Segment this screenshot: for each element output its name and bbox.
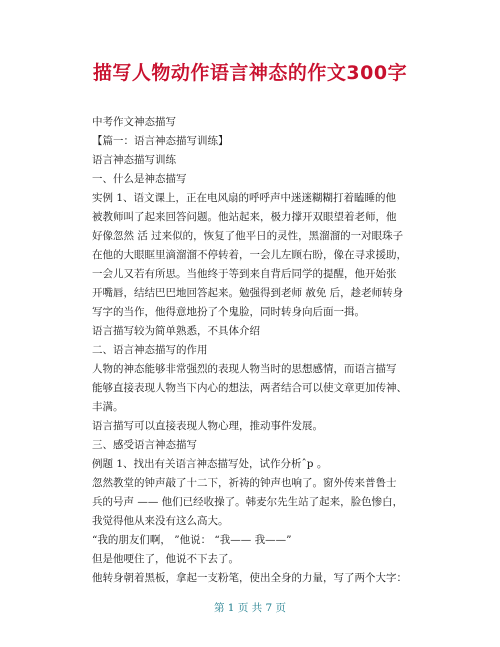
text-line: “我的朋友们啊， ”他说： “我—— 我——” bbox=[92, 534, 292, 546]
text-line: 三、感受语言神态描写 bbox=[92, 439, 197, 451]
body-text bbox=[92, 113, 407, 588]
text-line: 写字的当作，他得意地扮了个鬼脸，同时转身向后面一揖。 bbox=[92, 306, 365, 318]
text-line: 他转身朝着黑板，拿起一支粉笔，使出全身的力量，写了两个大字： bbox=[92, 572, 407, 584]
text-line: 在他的大眼眶里滴溜溜不停转着，一会儿左顾右盼，像在寻求援助， bbox=[92, 249, 407, 261]
text-line: 一会儿又若有所思。当他终于等到来自背后同学的提醒，他开始张 bbox=[92, 268, 397, 280]
text-line: 我觉得他从来没有这么高大。 bbox=[92, 515, 229, 527]
text-line: 例题 1、找出有关语言神态描写处，试作分析ˆp 。 bbox=[92, 458, 328, 470]
text-line: 【篇一：语言神态描写训练】 bbox=[92, 135, 229, 147]
text-line: 兵的号声 —— 他们已经收操了。韩麦尔先生站了起来，脸色惨白， bbox=[92, 496, 404, 508]
text-line: 被教师叫了起来回答问题。他站起来，极力撑开双眼望着老师，他 bbox=[92, 211, 397, 223]
text-line: 实例 1、语文课上，正在电风扇的呼呼声中迷迷糊糊打着瞌睡的他 bbox=[92, 192, 397, 204]
text-line: 二、语言神态描写的作用 bbox=[92, 344, 208, 356]
text-line: 好像忽然 活 过来似的，恢复了他平日的灵性，黑溜溜的一对眼珠子 bbox=[92, 230, 404, 242]
text-line: 开嘴唇，结结巴巴地回答起来。勉强得到老师 赦免 后，趁老师转身 bbox=[92, 287, 404, 299]
text-line: 语言描写较为简单熟悉，不具体介绍 bbox=[92, 325, 260, 337]
text-line: 人物的神态能够非常强烈的表现人物当时的思想感情，而语言描写 bbox=[92, 363, 397, 375]
page-title: 描写人物动作语言神态的作文300字 bbox=[92, 62, 408, 84]
text-line: 丰满。 bbox=[92, 401, 124, 413]
text-line: 但是他哽住了，他说不下去了。 bbox=[92, 553, 239, 565]
text-line: 一、什么是神态描写 bbox=[92, 173, 187, 185]
text-line: 能够直接表现人物当下内心的想法，两者结合可以使文章更加传神、 bbox=[92, 382, 407, 394]
page-number-footer: 第 1 页 共 7 页 bbox=[213, 602, 287, 614]
text-line: 语言神态描写训练 bbox=[92, 154, 176, 166]
text-line: 语言描写可以直接表现人物心理，推动事件发展。 bbox=[92, 420, 323, 432]
text-line: 中考作文神态描写 bbox=[92, 116, 176, 128]
text-line: 忽然教堂的钟声敲了十二下，祈祷的钟声也响了。窗外传来普鲁士 bbox=[92, 477, 397, 489]
